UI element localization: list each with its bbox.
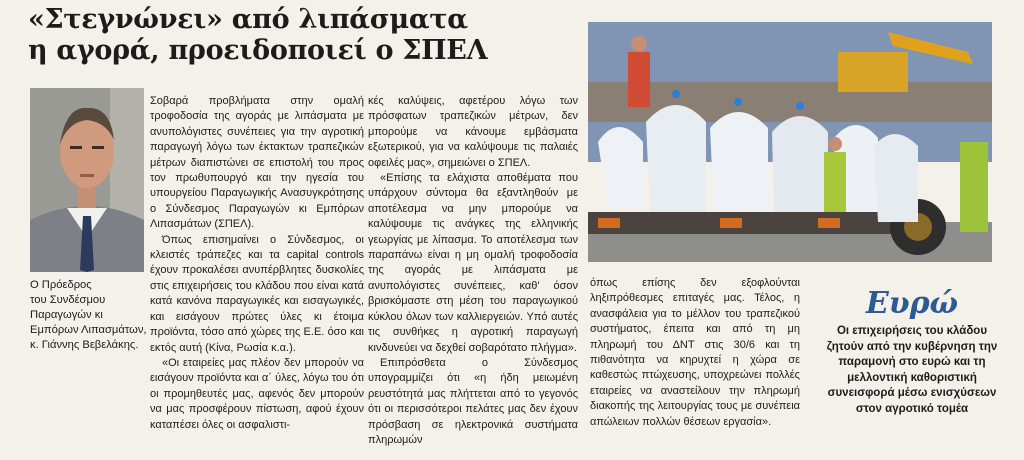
caption-line: Παραγωγών κι xyxy=(30,309,103,321)
paragraph: Σοβαρά προβλήματα στην ομαλή τροφοδοσία της αγοράς με λιπάσματα με ανυπολόγιστες συνέπειες για την αγροτική παραγωγή λόγω των έκτακτων τραπεζικών μέτρων διαπιστώνει σε επιστολή του προς τον πρωθυπουργό και την ηγεσία του υπουργείου Παραγωγικής Ανασυγκρότησης ο Σύνδεσμος Παραγωγών κι Εμπόρων Λιπασμάτων (ΣΠΕΛ). xyxy=(150,95,364,231)
paragraph: «Οι εταιρείες μας πλέον δεν μπορούν να εισάγουν προϊόντα και α΄ ύλες, λόγω του ότι οι προμηθευτές μας, αφενός δεν μπορούν να μας προσφέρουν πίστωση, αφού έχουν καταπέσει όλες οι ασφαλιστι- xyxy=(150,356,364,431)
article-column-2 xyxy=(368,94,578,448)
headline xyxy=(28,4,588,66)
article-column-3 xyxy=(590,276,800,430)
portrait-illustration xyxy=(30,88,144,272)
caption-line: Εμπόρων Λιπασμάτων, xyxy=(30,324,147,336)
paragraph: «Επίσης τα ελάχιστα αποθέματα που υπάρχουν σύντομα θα εξαντληθούν με αποτέλεσμα να μην μπορούμε να καλύψουμε τις ανάγκες της ελληνικής γεωργίας με λίπασμα. Το αποτέλεσμα των παραπάνω είναι η μη ομαλή τροφοδοσία της αγοράς με λιπάσματα με ανυπολόγιστες συνέπειες, καθ' όσον βρισκόμαστε στη μέση του παραγωγικού κύκλου όλων των καλλιεργειών. Υπό αυτές τις συνθήκες η αγροτική παραγωγή κινδυνεύει να δεχθεί σοβαρότατο πλήγμα». xyxy=(368,172,578,354)
article-column-1 xyxy=(150,94,364,433)
sidebar-text: Οι επιχειρήσεις του κλάδου ζητούν από την κυβέρνηση την παραμονή στο ευρώ και τη μελλοντική καθοριστική συνεισφορά μέσω ενισχύσεων στον αγροτικό τομέα xyxy=(826,325,998,415)
fertilizer-photo xyxy=(588,22,992,262)
paragraph: κές καλύψεις, αφετέρου λόγω των πρόσφατων τραπεζικών μέτρων, δεν μπορούμε να κάνουμε εμβάσματα εξωτερικού, για να καλύψουμε τις παλαιές οφειλές μας», σημειώνει ο ΣΠΕΛ. xyxy=(368,95,578,169)
headline-line-1: «Στεγνώνει» από λιπάσματα xyxy=(28,4,468,35)
photo-caption xyxy=(30,278,148,353)
paragraph: Όπως επισημαίνει ο Σύνδεσμος, οι κλειστές τράπεζες και τα capital controls έχουν προκαλέσει ανυπέρβλητες δυσκολίες στις επιχειρήσεις του κλάδου που είναι κατά κατά κανόνα παραγωγικές και εισαγωγικές, και εισάγουν πρώτες ύλες κι έτοιμα προϊόντα, τόσο από χώρες της Ε.Ε. όσο και εκτός αυτή (Κίνα, Ρωσία κ.α.). xyxy=(150,233,364,354)
paragraph: Επιπρόσθετα ο Σύνδεσμος υπογραμμίζει ότι «η ήδη μειωμένη ρευστότητά μας πλήττεται από το γεγονός ότι οι περισσότεροι πελάτες μας δεν έχουν πρόσβαση σε ηλεκτρονικά συστήματα πληρωμών xyxy=(368,356,578,446)
caption-line: κ. Γιάννης Βεβελάκης. xyxy=(30,339,139,351)
headline-line-2: η αγορά, προειδοποιεί ο ΣΠΕΛ xyxy=(28,35,488,66)
sidebar-box xyxy=(822,286,1002,417)
caption-line: Ο Πρόεδρος xyxy=(30,279,92,291)
portrait-photo xyxy=(30,88,144,272)
paragraph: όπως επίσης δεν εξοφλούνται ληξιπρόθεσμες επιταγές μας. Τέλος, η ανασφάλεια για το μέλλον του τραπεζικού συστήματος, έπειτα και από τη μη πληρωμή του ΔΝΤ στις 30/6 και τη πιθανότητα να κηρυχτεί η χώρα σε καθεστώς πτώχευσης, υποχρεώνει πολλές εταιρείες να αναστείλουν την πληρωμή διακοπής της λειτουργίας τους με συνέπεια απώλειων πολλών θέσεων εργασία». xyxy=(590,277,800,428)
sidebar-title: Ευρώ xyxy=(865,286,959,321)
caption-line: του Συνδέσμου xyxy=(30,294,106,306)
fertilizer-illustration xyxy=(588,22,992,262)
